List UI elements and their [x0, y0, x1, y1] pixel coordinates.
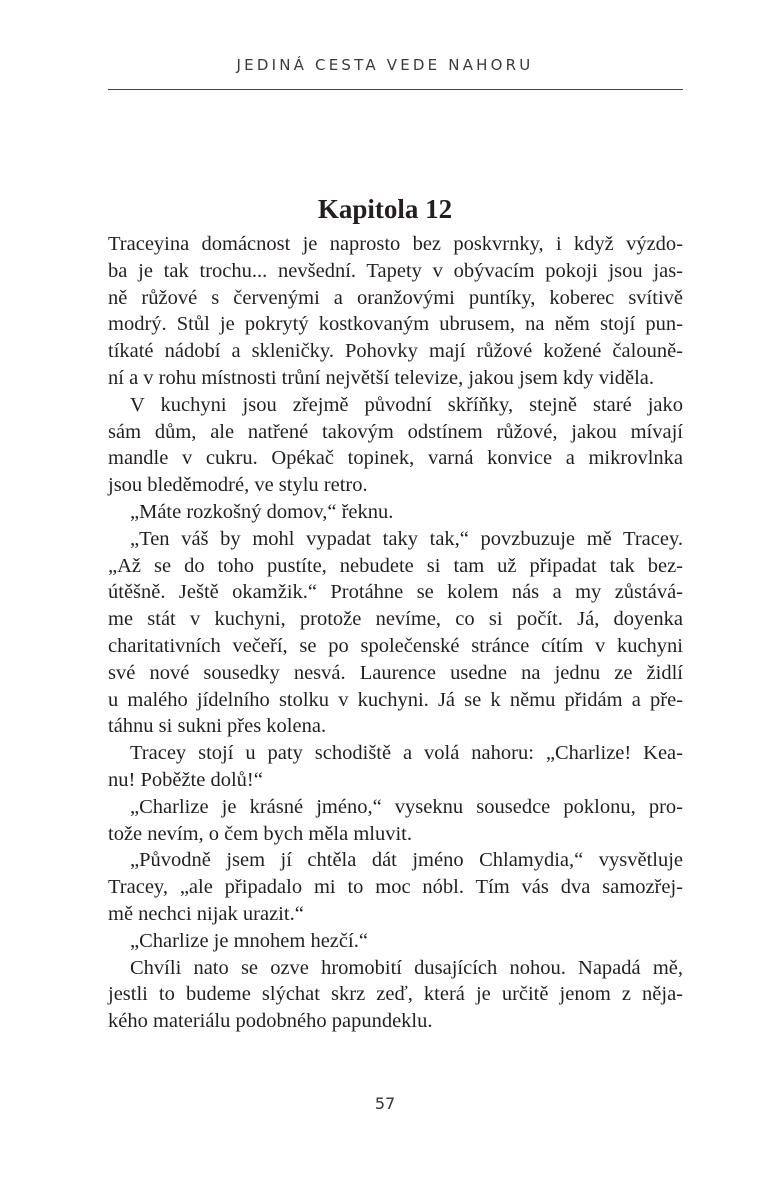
text-line: Tracey stojí u paty schodiště a volá nahoru: „Charlize! Kea-: [130, 742, 683, 765]
text-line: kého materiálu podobného papundeklu.: [108, 1010, 433, 1033]
body-text: [108, 231, 683, 1035]
text-line: modrý. Stůl je pokrytý kostkovaným ubrusem, na něm stojí pun-: [108, 313, 683, 336]
text-line: Tracey, „ale připadalo mi to moc nóbl. Tím vás dva samozřej-: [108, 876, 683, 899]
text-line: jestli to budeme slýchat skrz zeď, která je určitě jenom z něja-: [108, 983, 683, 1006]
text-line: charitativních večeří, se po společenské stránce cítím v kuchyni: [108, 634, 683, 657]
text-line: mě nechci nijak urazit.“: [108, 902, 304, 925]
page-number: 57: [374, 1094, 396, 1113]
text-line: mandle v cukru. Opékač topinek, varná konvice a mikrovlnka: [108, 447, 683, 470]
text-line: „Charlize je krásné jméno,“ vyseknu sousedce poklonu, pro-: [130, 795, 683, 818]
text-line: V kuchyni jsou zřejmě původní skříňky, stejně staré jako: [130, 393, 683, 416]
text-line: jsou bleděmodré, ve stylu retro.: [108, 474, 368, 497]
text-line: ní a v rohu místnosti trůní největší televize, jakou jsem kdy viděla.: [108, 366, 654, 389]
text-line: tože nevím, o čem bych měla mluvit.: [108, 822, 412, 845]
text-line: táhnu si sukni přes kolena.: [108, 715, 327, 738]
text-line: „Charlize je mnohem hezčí.“: [130, 929, 368, 952]
text-line: ba je tak trochu... nevšední. Tapety v obývacím pokoji jsou jas-: [108, 259, 683, 282]
text-line: své nové sousedky nesvá. Laurence usedne na jednu ze židlí: [108, 661, 683, 684]
text-line: „Ten váš by mohl vypadat taky tak,“ povzbuzuje mě Tracey.: [130, 527, 683, 550]
text-line: „Původně jsem jí chtěla dát jméno Chlamydia,“ vysvětluje: [130, 849, 683, 872]
running-header: JEDINÁ CESTA VEDE NAHORU: [236, 56, 534, 74]
text-line: tíkaté nádobí a skleničky. Pohovky mají růžové kožené čalouně-: [108, 340, 683, 363]
chapter-title: Kapitola 12: [317, 194, 453, 224]
header-rule: [108, 89, 683, 90]
text-line: Traceyina domácnost je naprosto bez poskvrnky, i když výzdo-: [108, 233, 683, 255]
text-line: me stát v kuchyni, protože nevíme, co si počít. Já, doyenka: [108, 608, 683, 631]
text-line: nu! Poběžte dolů!“: [108, 768, 263, 791]
text-line: u malého jídelního stolku v kuchyni. Já se k němu přidám a pře-: [108, 688, 683, 711]
text-line: Chvíli nato se ozve hromobití dusajících nohou. Napadá mě,: [130, 956, 683, 979]
text-line: „Máte rozkošný domov,“ řeknu.: [130, 500, 394, 523]
text-line: ně růžové s červenými a oranžovými puntíky, koberec svítivě: [108, 286, 683, 309]
text-line: útěšně. Ještě okamžik.“ Protáhne se kolem nás a my zůstává-: [108, 581, 683, 604]
text-line: „Až se do toho pustíte, nebudete si tam už připadat tak bez-: [108, 554, 683, 577]
text-line: sám dům, ale natřené takovým odstínem růžové, jakou mívají: [108, 420, 683, 443]
